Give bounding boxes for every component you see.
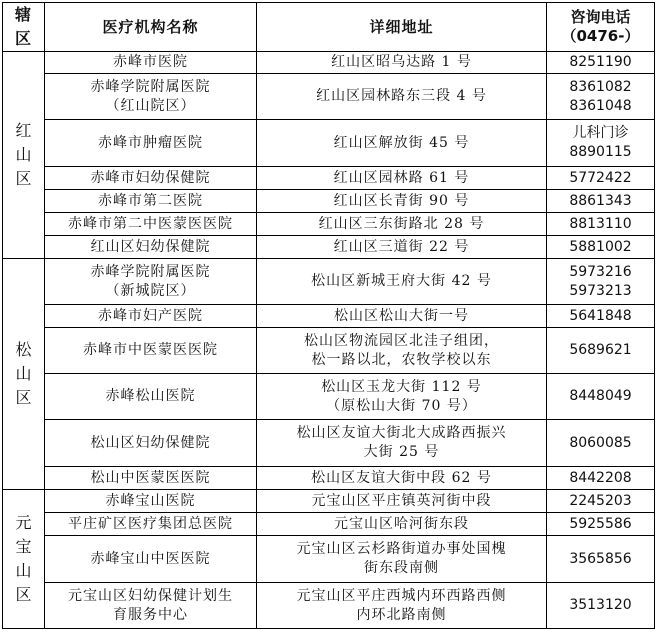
hospital-name: 赤峰市中医蒙医医院 bbox=[45, 328, 257, 374]
hospital-address: 元宝山区平庄镇英河街中段 bbox=[257, 490, 547, 513]
table-row bbox=[3, 236, 655, 259]
hospital-address: 红山区园林路东三段 4 号 bbox=[257, 74, 547, 120]
hospital-phone: 8861343 bbox=[547, 190, 655, 213]
hospital-table-container bbox=[2, 2, 655, 629]
hospital-phone: 8813110 bbox=[547, 213, 655, 236]
hospital-address: 红山区三道街 22 号 bbox=[257, 236, 547, 259]
hospital-phone: 3513120 bbox=[547, 583, 655, 629]
hospital-name: 赤峰市第二医院 bbox=[45, 190, 257, 213]
hospital-name: 平庄矿区医疗集团总医院 bbox=[45, 513, 257, 536]
hospital-name: 赤峰市妇产医院 bbox=[45, 305, 257, 328]
table-row bbox=[3, 52, 655, 74]
table-row bbox=[3, 305, 655, 328]
hospital-name: 红山区妇幼保健院 bbox=[45, 236, 257, 259]
hospital-address: 松山区物流园区北洼子组团， 松一路以北，农牧学校以东 bbox=[257, 328, 547, 374]
table-row bbox=[3, 74, 655, 120]
hospital-name: 赤峰市肿瘤医院 bbox=[45, 120, 257, 167]
district-cell: 松山区 bbox=[3, 259, 45, 490]
hospital-name: 赤峰宝山医院 bbox=[45, 490, 257, 513]
hospital-address: 元宝山区哈河街东段 bbox=[257, 513, 547, 536]
table-row bbox=[3, 120, 655, 167]
table-row bbox=[3, 420, 655, 467]
table-row bbox=[3, 190, 655, 213]
hospital-phone: 2245203 bbox=[547, 490, 655, 513]
hospital-phone: 8361082 8361048 bbox=[547, 74, 655, 120]
header-row bbox=[3, 3, 655, 52]
hospital-address: 元宝山区云杉路街道办事处国槐 街东段南侧 bbox=[257, 536, 547, 583]
table-row bbox=[3, 536, 655, 583]
table-row bbox=[3, 513, 655, 536]
hospital-address: 松山区新城王府大街 42 号 bbox=[257, 259, 547, 305]
district-cell: 红山区 bbox=[3, 52, 45, 259]
table-row bbox=[3, 467, 655, 490]
header-name: 医疗机构名称 bbox=[45, 3, 257, 52]
table-row bbox=[3, 583, 655, 629]
district-cell: 元宝山区 bbox=[3, 490, 45, 629]
hospital-phone: 5881002 bbox=[547, 236, 655, 259]
hospital-address: 红山区三东街路北 28 号 bbox=[257, 213, 547, 236]
table-row bbox=[3, 259, 655, 305]
hospital-address: 红山区解放街 45 号 bbox=[257, 120, 547, 167]
table-row bbox=[3, 490, 655, 513]
hospital-phone: 8442208 bbox=[547, 467, 655, 490]
hospital-address: 红山区昭乌达路 1 号 bbox=[257, 52, 547, 74]
hospital-address: 松山区玉龙大街 112 号 （原松山大街 70 号） bbox=[257, 374, 547, 420]
table-row bbox=[3, 374, 655, 420]
hospital-address: 松山区松山大街一号 bbox=[257, 305, 547, 328]
hospital-phone: 5641848 bbox=[547, 305, 655, 328]
hospital-address: 松山区友谊大街中段 62 号 bbox=[257, 467, 547, 490]
header-phone: 咨询电话 （0476-） bbox=[547, 3, 655, 52]
hospital-name: 赤峰市第二中医蒙医医院 bbox=[45, 213, 257, 236]
hospital-address: 元宝山区平庄西城内环西路西侧 内环北路南侧 bbox=[257, 583, 547, 629]
hospital-name: 赤峰松山医院 bbox=[45, 374, 257, 420]
hospital-phone: 5689621 bbox=[547, 328, 655, 374]
hospital-name: 赤峰市妇幼保健院 bbox=[45, 167, 257, 190]
hospital-address: 红山区长青街 90 号 bbox=[257, 190, 547, 213]
hospital-table bbox=[2, 2, 655, 629]
hospital-address: 松山区友谊大街北大成路西振兴 大街 25 号 bbox=[257, 420, 547, 467]
hospital-name: 赤峰宝山中医医院 bbox=[45, 536, 257, 583]
table-row bbox=[3, 213, 655, 236]
hospital-phone: 5973216 5973213 bbox=[547, 259, 655, 305]
hospital-phone: 3565856 bbox=[547, 536, 655, 583]
hospital-phone: 8448049 bbox=[547, 374, 655, 420]
table-row bbox=[3, 167, 655, 190]
hospital-phone: 8251190 bbox=[547, 52, 655, 74]
hospital-name: 赤峰学院附属医院 （新城院区） bbox=[45, 259, 257, 305]
hospital-name: 赤峰市医院 bbox=[45, 52, 257, 74]
hospital-name: 松山区妇幼保健院 bbox=[45, 420, 257, 467]
table-row bbox=[3, 328, 655, 374]
hospital-name: 赤峰学院附属医院 （红山院区） bbox=[45, 74, 257, 120]
header-address: 详细地址 bbox=[257, 3, 547, 52]
hospital-name: 元宝山区妇幼保健计划生 育服务中心 bbox=[45, 583, 257, 629]
hospital-phone: 8060085 bbox=[547, 420, 655, 467]
hospital-address: 红山区园林路 61 号 bbox=[257, 167, 547, 190]
hospital-name: 松山中医蒙医医院 bbox=[45, 467, 257, 490]
header-district: 辖区 bbox=[3, 3, 45, 52]
hospital-phone: 5772422 bbox=[547, 167, 655, 190]
hospital-phone: 5925586 bbox=[547, 513, 655, 536]
hospital-phone: 儿科门诊 8890115 bbox=[547, 120, 655, 167]
